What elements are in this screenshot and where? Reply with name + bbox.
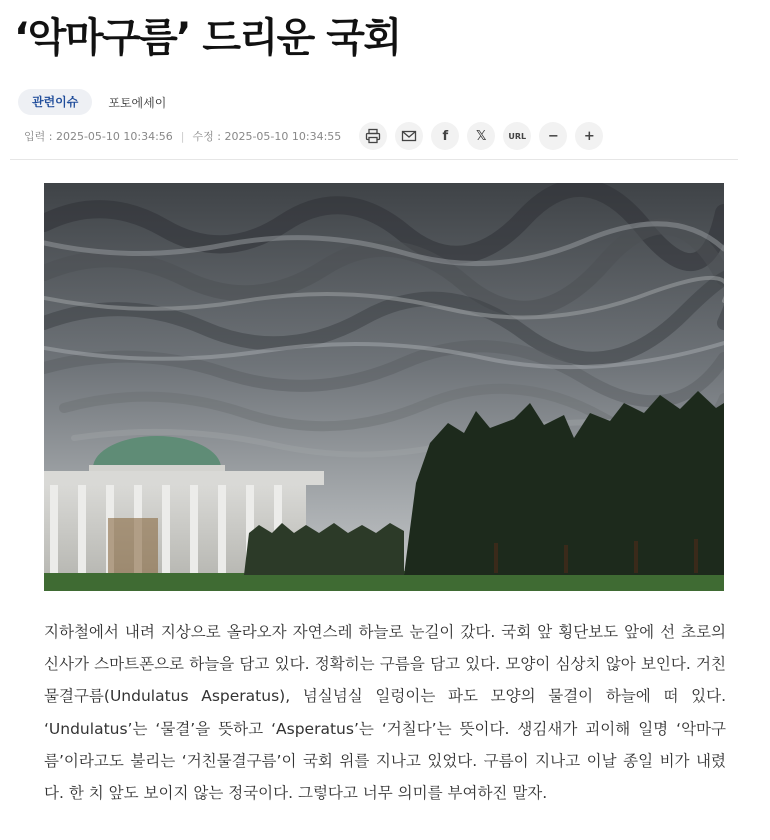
copy-url-button[interactable]: URL (503, 122, 531, 150)
article-body: 지하철에서 내려 지상으로 올라오자 자연스레 하늘로 눈길이 갔다. 국회 앞 횡단보도 앞에 선 초로의 신사가 스마트폰으로 하늘을 담고 있다. 정확히는 구름을 담고 있다. 모양이 심상치 않아 보인다. 거친물결구름(Undulatus Asperatus), 넘실넘실 일렁이는 파도 모양의 물결이 하늘에 떠 있다. ‘Undulatus’는 ‘물결’을 뜻하고 ‘Asperatus’는 ‘거칠다’는 뜻이다. 생김새가 괴이해 일명 ‘악마구름’이라고도 불리는 ‘거친물결구름’이 국회 위를 지나고 있었다. 구름이 지나고 이날 종일 비가 내렸다. 한 치 앞도 보이지 않는 정국이다. 그렇다고 너무 의미를 부여하진 말자. (44, 623, 726, 803)
header-divider (10, 159, 738, 160)
facebook-share-button[interactable]: f (431, 122, 459, 150)
category-row (18, 89, 166, 115)
share-toolbar (351, 122, 603, 150)
font-decrease-button[interactable]: − (539, 122, 567, 150)
printer-icon (365, 128, 381, 144)
x-share-button[interactable]: 𝕏 (467, 122, 495, 150)
category-photo-essay-link[interactable]: 포토에세이 (108, 95, 167, 110)
print-button[interactable] (359, 122, 387, 150)
font-increase-button[interactable]: + (575, 122, 603, 150)
meta-separator: | (180, 129, 185, 143)
related-issue-badge[interactable]: 관련이슈 (18, 89, 92, 115)
envelope-icon (401, 128, 417, 144)
edit-timestamp: 수정 : 2025-05-10 10:34:55 (192, 130, 342, 143)
input-timestamp: 입력 : 2025-05-10 10:34:56 (24, 130, 173, 143)
email-button[interactable] (395, 122, 423, 150)
article-photo (44, 183, 724, 591)
article-meta (24, 122, 603, 150)
article-headline: ‘악마구름’ 드리운 국회 (14, 15, 401, 61)
